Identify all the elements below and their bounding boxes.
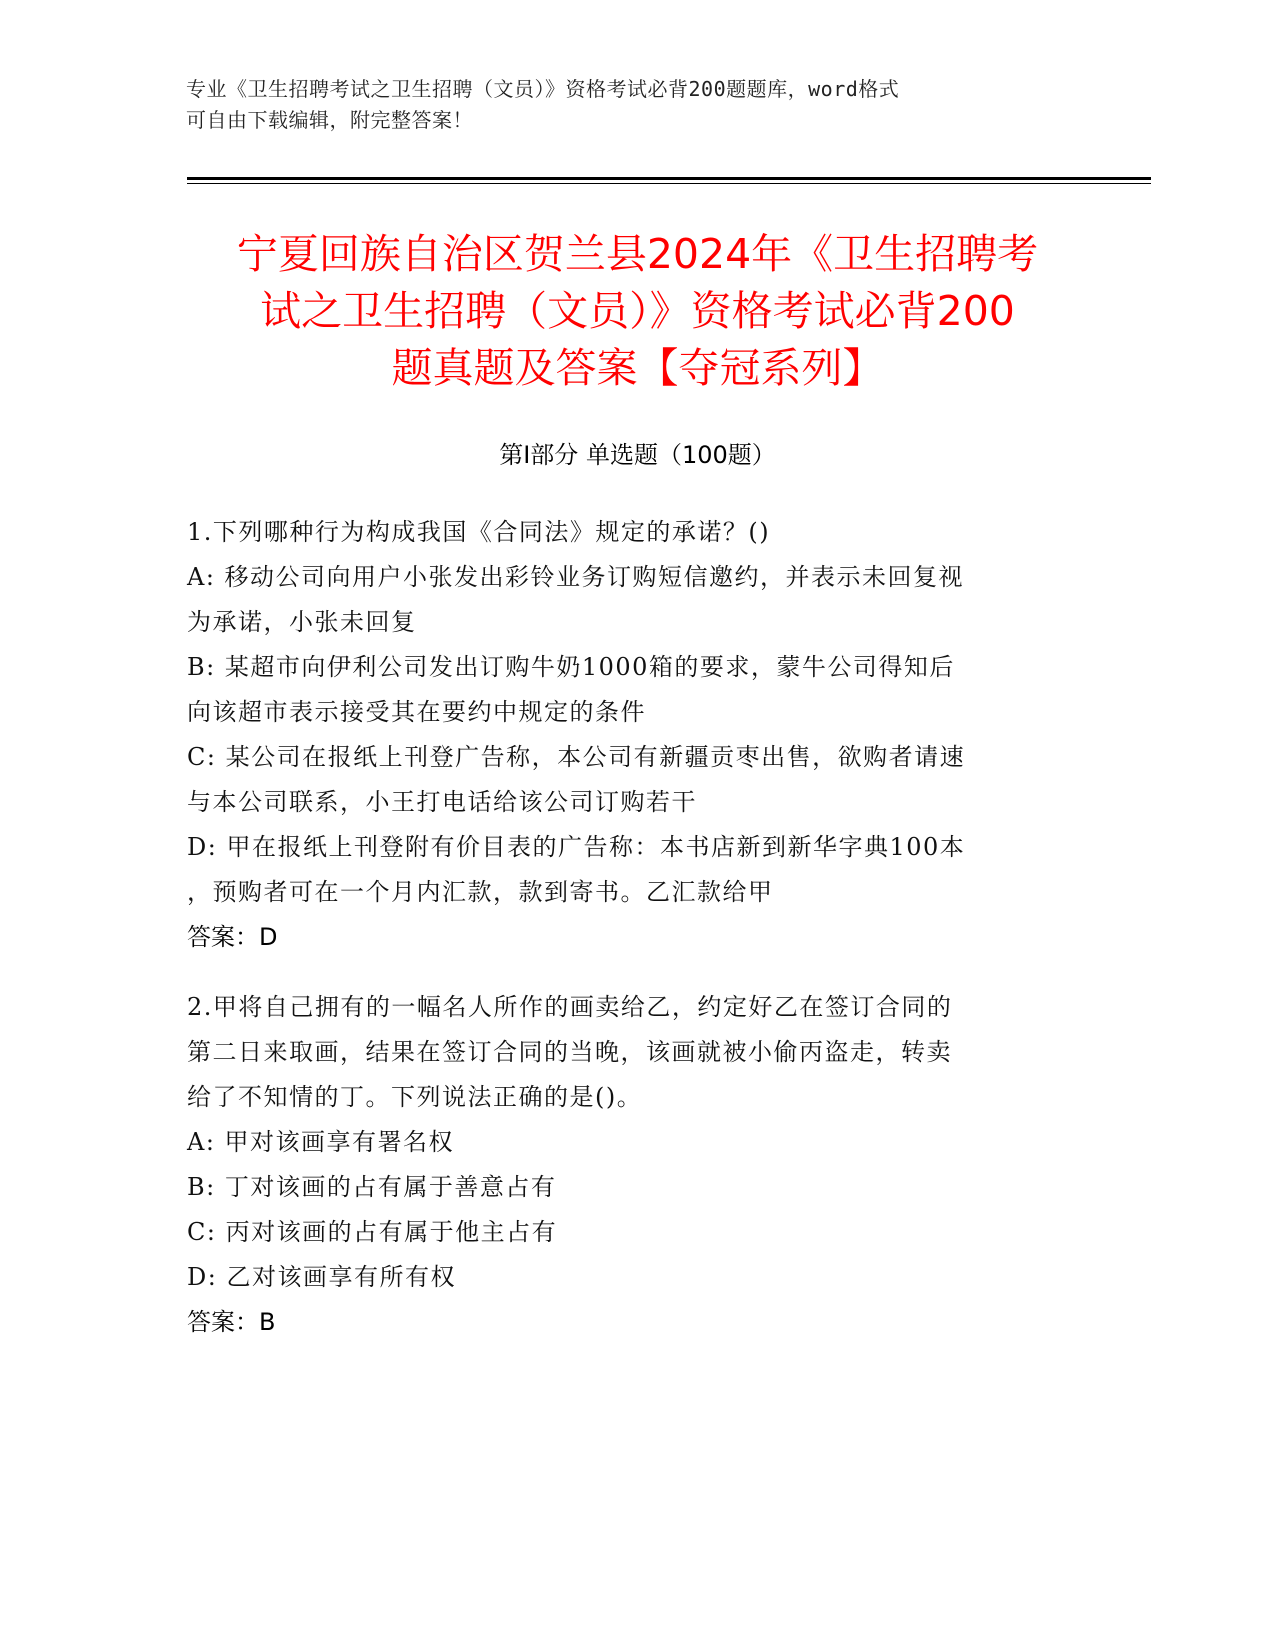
- answer-label: 答案：: [187, 923, 259, 951]
- question-2: [187, 985, 1077, 1345]
- option-a: [187, 555, 1077, 645]
- header-note-line: 专业《卫生招聘考试之卫生招聘（文员）》资格考试必背200题题库，word格式: [186, 77, 900, 101]
- option-c: C: 丙对该画的占有属于他主占有: [187, 1218, 558, 1246]
- option-d: D: 乙对该画享有所有权: [187, 1263, 456, 1291]
- title-line: 试之卫生招聘（文员）》资格考试必背200: [260, 287, 1015, 335]
- header-note: [186, 74, 1066, 136]
- header-note-line: 可自由下载编辑，附完整答案！: [186, 108, 473, 132]
- header-divider-thick: [187, 177, 1151, 180]
- option-line: 为承诺，小张未回复: [187, 608, 417, 636]
- answer-value: D: [259, 923, 278, 951]
- option-line: 向该超市表示接受其在要约中规定的条件: [187, 698, 646, 726]
- option-line: D: 甲在报纸上刊登附有价目表的广告称：本书店新到新华字典100本: [187, 833, 966, 861]
- option-d: [187, 825, 1077, 915]
- option-line: A: 移动公司向用户小张发出彩铃业务订购短信邀约，并表示未回复视: [187, 563, 965, 591]
- question-stem: 给了不知情的丁。下列说法正确的是()。: [187, 1083, 643, 1111]
- option-line: ，预购者可在一个月内汇款，款到寄书。乙汇款给甲: [187, 878, 774, 906]
- option-line: 与本公司联系，小王打电话给该公司订购若干: [187, 788, 697, 816]
- question-stem: 2.甲将自己拥有的一幅名人所作的画卖给乙，约定好乙在签订合同的: [187, 993, 953, 1021]
- option-line: B: 某超市向伊利公司发出订购牛奶1000箱的要求，蒙牛公司得知后: [187, 653, 955, 681]
- option-a: A: 甲对该画享有署名权: [187, 1128, 455, 1156]
- title-line: 宁夏回族自治区贺兰县2024年《卫生招聘考: [236, 230, 1039, 278]
- answer-line: [187, 1300, 1077, 1345]
- answer-label: 答案：: [187, 1308, 259, 1336]
- option-b: B: 丁对该画的占有属于善意占有: [187, 1173, 557, 1201]
- option-b: [187, 645, 1077, 735]
- document-title: [180, 226, 1095, 397]
- question-stem: 第二日来取画，结果在签订合同的当晚，该画就被小偷丙盗走，转卖: [187, 1038, 952, 1066]
- question-1: [187, 510, 1077, 960]
- section-heading: 第Ⅰ部分 单选题（100题）: [499, 441, 776, 469]
- option-line: C: 某公司在报纸上刊登广告称，本公司有新疆贡枣出售，欲购者请速: [187, 743, 966, 771]
- title-line: 题真题及答案【夺冠系列】: [391, 344, 884, 392]
- option-c: [187, 735, 1077, 825]
- answer-value: B: [259, 1308, 276, 1336]
- header-divider-thin: [187, 183, 1151, 184]
- question-stem: 1.下列哪种行为构成我国《合同法》规定的承诺？(): [187, 518, 771, 546]
- answer-line: [187, 915, 1077, 960]
